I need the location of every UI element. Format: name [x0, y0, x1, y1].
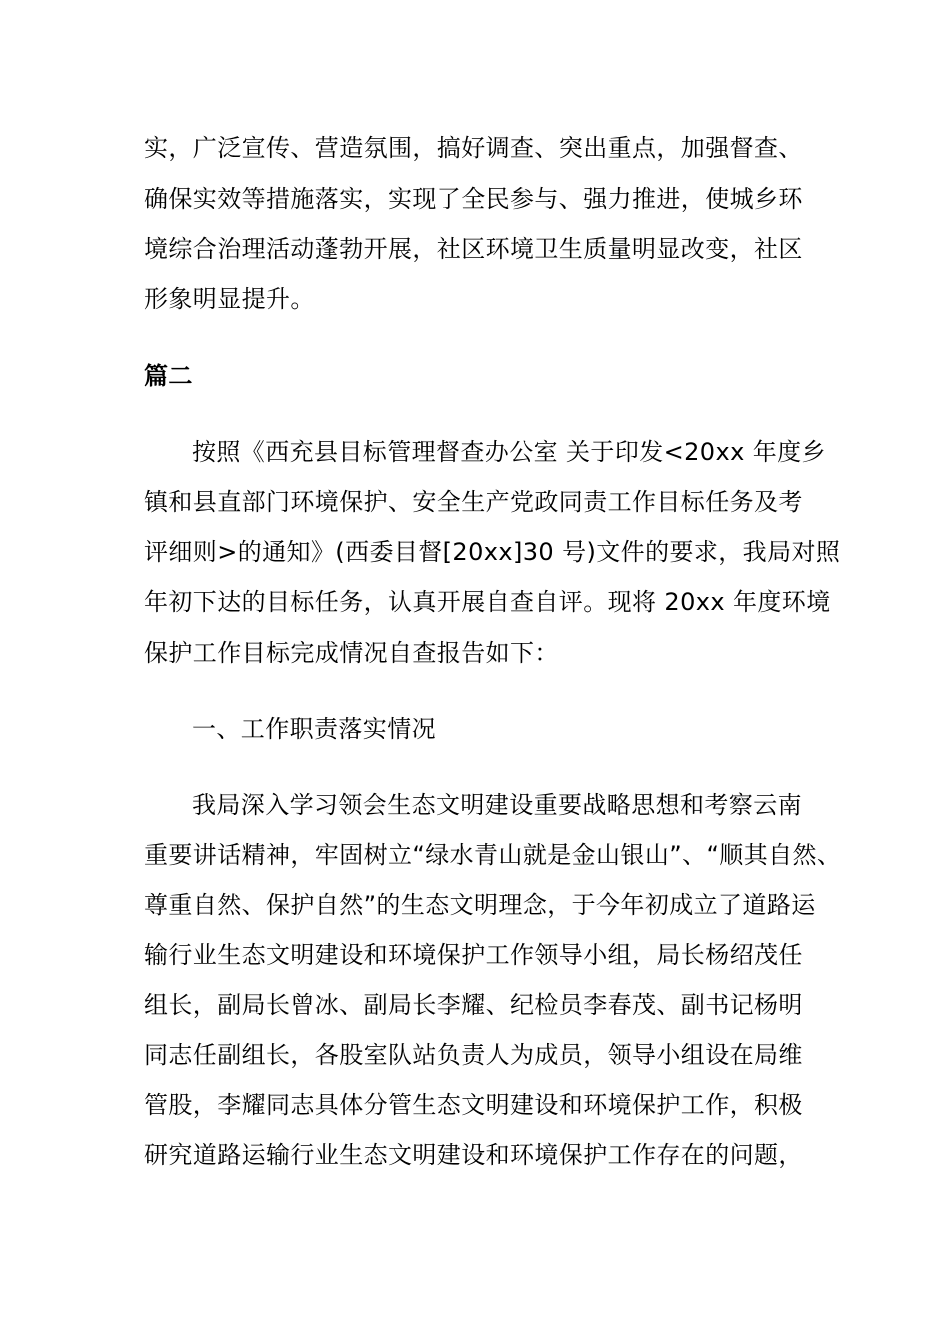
para3-line-5: 组长，副局长曾冰、副局长李耀、纪检员李春茂、副书记杨明	[144, 991, 803, 1019]
para2-line-4: 年初下达的目标任务，认真开展自查自评。现将 20xx 年度环境	[144, 588, 831, 616]
para3-line-8: 研究道路运输行业生态文明建设和环境保护工作存在的问题，	[144, 1141, 803, 1169]
para1-line-2: 确保实效等措施落实，实现了全民参与、强力推进，使城乡环	[144, 185, 803, 213]
para3-line-6: 同志任副组长，各股室队站负责人为成员，领导小组设在局维	[144, 1041, 803, 1069]
para3-line-3: 尊重自然、保护自然”的生态文明理念，于今年初成立了道路运	[144, 891, 816, 919]
para1-line-3: 境综合治理活动蓬勃开展，社区环境卫生质量明显改变，社区	[144, 235, 803, 263]
para2-line-5: 保护工作目标完成情况自查报告如下：	[144, 639, 559, 667]
para3-line-7: 管股，李耀同志具体分管生态文明建设和环境保护工作，积极	[144, 1091, 803, 1119]
para3-line-1: 我局深入学习领会生态文明建设重要战略思想和考察云南	[192, 791, 802, 819]
para2-line-2: 镇和县直部门环境保护、安全生产党政同责工作目标任务及考	[144, 488, 803, 516]
section1-title: 一、工作职责落实情况	[192, 715, 436, 743]
para1-line-1: 实，广泛宣传、营造氛围，搞好调查、突出重点，加强督查、	[144, 134, 803, 162]
para3-line-4: 输行业生态文明建设和环境保护工作领导小组，局长杨绍茂任	[144, 941, 803, 969]
para2-line-1: 按照《西充县目标管理督查办公室 关于印发<20xx 年度乡	[192, 438, 826, 466]
para1-line-4: 形象明显提升。	[144, 285, 315, 313]
para3-line-2: 重要讲话精神，牢固树立“绿水青山就是金山银山”、“顺其自然、	[144, 841, 842, 869]
para2-line-3: 评细则>的通知》(西委目督[20xx]30 号)文件的要求，我局对照	[144, 538, 841, 566]
section-heading: 篇二	[144, 362, 193, 390]
